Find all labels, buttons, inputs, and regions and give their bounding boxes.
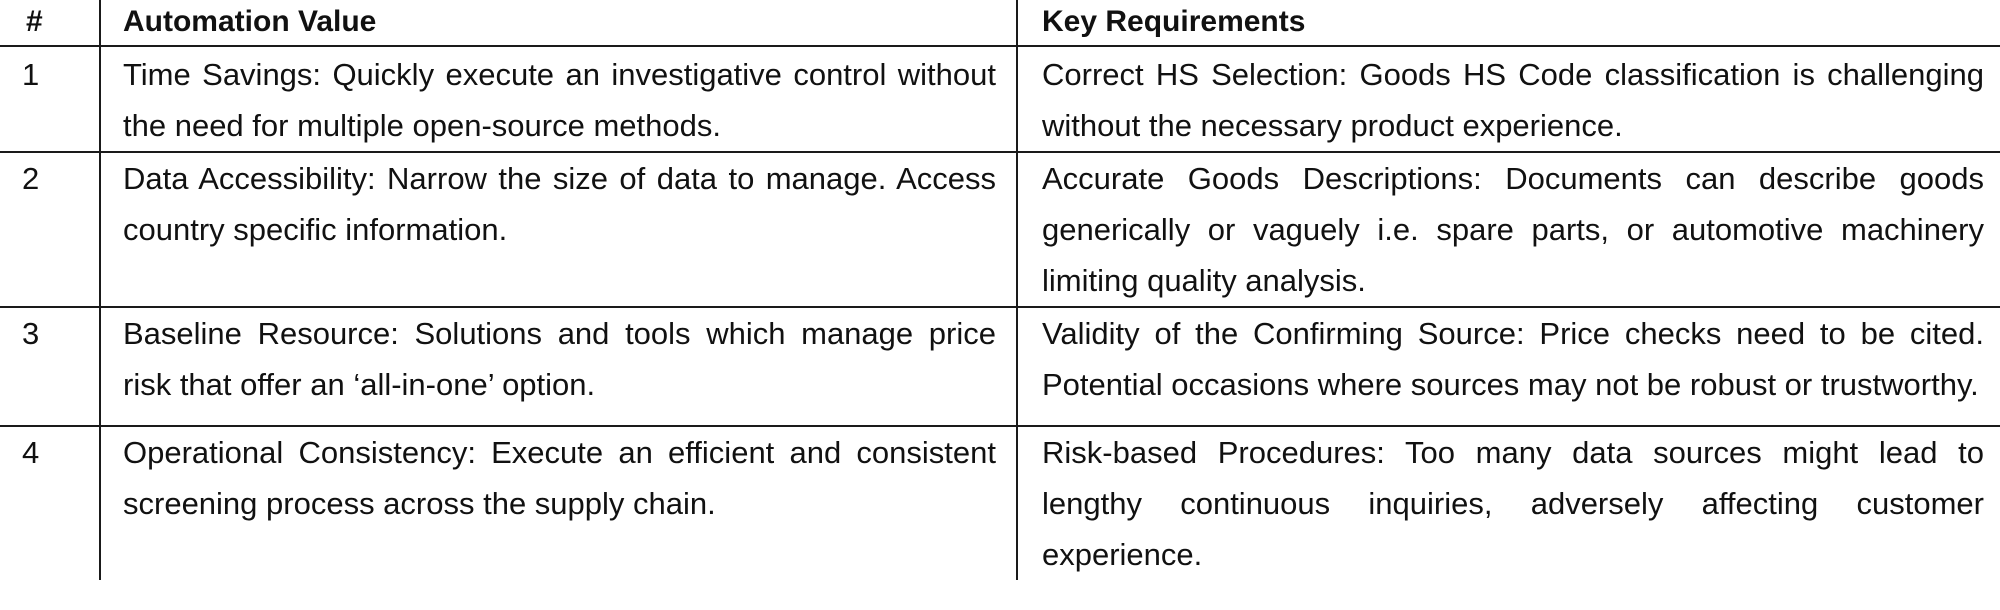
- row-number: 2: [0, 152, 100, 307]
- key-requirement-cell: Correct HS Selection: Goods HS Code classification is challenging without the necessary product experience.: [1017, 46, 2000, 152]
- key-requirement-cell: Accurate Goods Descriptions: Documents can describe goods generically or vaguely i.e. spare parts, or automotive machinery limiting quality analysis.: [1017, 152, 2000, 307]
- row-number: 4: [22, 435, 40, 470]
- header-row: [0, 0, 2000, 46]
- automation-value-cell: Data Accessibility: Narrow the size of data to manage. Access country specific information.: [100, 152, 1017, 307]
- row-number: 3: [0, 307, 100, 426]
- row-number: 1: [0, 46, 100, 152]
- header-automation-value: Automation Value: [100, 0, 1017, 46]
- table-row: [0, 426, 2000, 580]
- table-row: [0, 46, 2000, 152]
- header-number: #: [0, 0, 100, 46]
- table-header: [0, 0, 2000, 46]
- key-requirement-cell: Validity of the Confirming Source: Price checks need to be cited. Potential occasions where sources may not be robust or trustworthy.: [1017, 307, 2000, 426]
- header-key-requirements: Key Requirements: [1017, 0, 2000, 46]
- table-row: [0, 152, 2000, 307]
- automation-value-cell: Time Savings: Quickly execute an investigative control without the need for multiple open-source methods.: [100, 46, 1017, 152]
- key-requirement-cell: Risk-based Procedures: Too many data sources might lead to lengthy continuous inquiries, adversely affecting customer experience.: [1017, 426, 2000, 580]
- automation-value-cell: Baseline Resource: Solutions and tools which manage price risk that offer an ‘all-in-one’ option.: [100, 307, 1017, 426]
- table-row: [0, 307, 2000, 426]
- automation-value-cell: Operational Consistency: Execute an efficient and consistent screening process across the supply chain.: [100, 426, 1017, 580]
- table-body: [0, 46, 2000, 580]
